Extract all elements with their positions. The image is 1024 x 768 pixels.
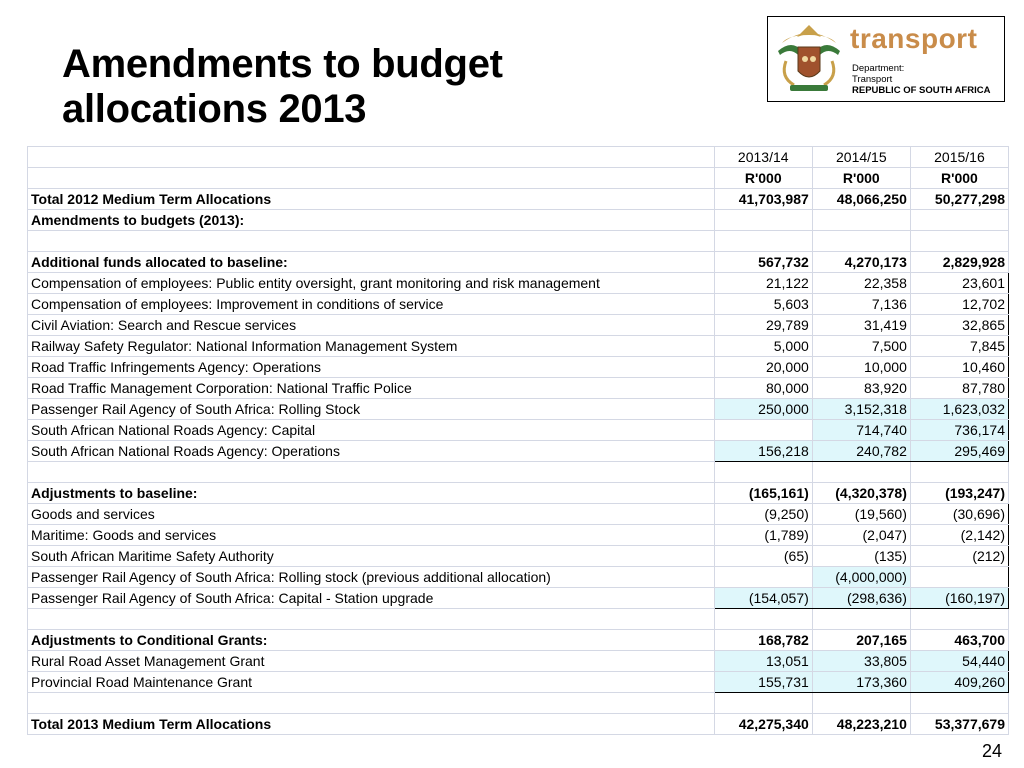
- row-label: Passenger Rail Agency of South Africa: Capital - Station upgrade: [28, 588, 715, 609]
- value-cell: 4,270,173: [812, 252, 910, 273]
- value-cell: 155,731: [714, 672, 812, 693]
- value-cell: (160,197): [910, 588, 1008, 609]
- value-cell: 168,782: [714, 630, 812, 651]
- value-cell: 42,275,340: [714, 714, 812, 735]
- row-label: Compensation of employees: Improvement in conditions of service: [28, 294, 715, 315]
- value-cell: 48,223,210: [812, 714, 910, 735]
- value-cell: [714, 567, 812, 588]
- table-row: [28, 630, 1009, 651]
- value-cell: 207,165: [812, 630, 910, 651]
- table-row: [28, 294, 1009, 315]
- header-row-units: [28, 168, 1009, 189]
- table-row: [28, 672, 1009, 693]
- value-cell: 10,000: [812, 357, 910, 378]
- table-row: [28, 714, 1009, 735]
- value-cell: (19,560): [812, 504, 910, 525]
- value-cell: [714, 231, 812, 252]
- header-blank: [28, 168, 715, 189]
- value-cell: 33,805: [812, 651, 910, 672]
- row-label: [28, 462, 715, 483]
- department-logo: [767, 16, 1005, 102]
- table-row: [28, 651, 1009, 672]
- value-cell: [910, 462, 1008, 483]
- spacer-row: [28, 462, 1009, 483]
- row-label: [28, 609, 715, 630]
- header-unit: R'000: [910, 168, 1008, 189]
- header-year: 2014/15: [812, 147, 910, 168]
- table-row: [28, 357, 1009, 378]
- dept-line-1: Department:: [852, 63, 905, 74]
- spacer-row: [28, 693, 1009, 714]
- value-cell: [910, 609, 1008, 630]
- value-cell: 50,277,298: [910, 189, 1008, 210]
- value-cell: (65): [714, 546, 812, 567]
- row-label: [28, 231, 715, 252]
- coat-of-arms-icon: [772, 21, 846, 97]
- table-row: [28, 525, 1009, 546]
- table-row: [28, 546, 1009, 567]
- page-number: 24: [981, 741, 1002, 761]
- value-cell: 567,732: [714, 252, 812, 273]
- row-label: Civil Aviation: Search and Rescue services: [28, 315, 715, 336]
- value-cell: 7,845: [910, 336, 1008, 357]
- spacer-row: [28, 609, 1009, 630]
- table-row: [28, 378, 1009, 399]
- value-cell: [812, 462, 910, 483]
- header-year: 2013/14: [714, 147, 812, 168]
- value-cell: 80,000: [714, 378, 812, 399]
- table-row: [28, 441, 1009, 462]
- table-row: [28, 420, 1009, 441]
- header-blank: [28, 147, 715, 168]
- value-cell: 32,865: [910, 315, 1008, 336]
- value-cell: 250,000: [714, 399, 812, 420]
- value-cell: [812, 210, 910, 231]
- value-cell: 22,358: [812, 273, 910, 294]
- row-label: Passenger Rail Agency of South Africa: Rolling Stock: [28, 399, 715, 420]
- value-cell: 54,440: [910, 651, 1008, 672]
- value-cell: (135): [812, 546, 910, 567]
- header-unit: R'000: [714, 168, 812, 189]
- row-label: South African National Roads Agency: Capital: [28, 420, 715, 441]
- value-cell: 173,360: [812, 672, 910, 693]
- table-row: [28, 252, 1009, 273]
- value-cell: 2,829,928: [910, 252, 1008, 273]
- title-line-1: Amendments to budget: [62, 42, 503, 86]
- value-cell: 23,601: [910, 273, 1008, 294]
- value-cell: 5,000: [714, 336, 812, 357]
- table-row: [28, 399, 1009, 420]
- value-cell: 31,419: [812, 315, 910, 336]
- value-cell: (2,142): [910, 525, 1008, 546]
- row-label: Road Traffic Infringements Agency: Operations: [28, 357, 715, 378]
- row-label: Rural Road Asset Management Grant: [28, 651, 715, 672]
- value-cell: 463,700: [910, 630, 1008, 651]
- dept-line-2: Transport: [852, 74, 893, 85]
- title-line-2: allocations 2013: [62, 87, 367, 131]
- header-unit: R'000: [812, 168, 910, 189]
- value-cell: [714, 609, 812, 630]
- header-year: 2015/16: [910, 147, 1008, 168]
- table-row: [28, 189, 1009, 210]
- table-row: [28, 210, 1009, 231]
- row-label: Adjustments to Conditional Grants:: [28, 630, 715, 651]
- table-row: [28, 504, 1009, 525]
- value-cell: (2,047): [812, 525, 910, 546]
- value-cell: [714, 420, 812, 441]
- value-cell: (154,057): [714, 588, 812, 609]
- value-cell: 5,603: [714, 294, 812, 315]
- value-cell: (4,320,378): [812, 483, 910, 504]
- row-label: South African Maritime Safety Authority: [28, 546, 715, 567]
- country-name: REPUBLIC OF SOUTH AFRICA: [852, 85, 991, 96]
- value-cell: 29,789: [714, 315, 812, 336]
- value-cell: 13,051: [714, 651, 812, 672]
- value-cell: 409,260: [910, 672, 1008, 693]
- value-cell: (193,247): [910, 483, 1008, 504]
- row-label: Total 2012 Medium Term Allocations: [28, 189, 715, 210]
- row-label: Goods and services: [28, 504, 715, 525]
- value-cell: (9,250): [714, 504, 812, 525]
- value-cell: (1,789): [714, 525, 812, 546]
- value-cell: [910, 210, 1008, 231]
- table-row: [28, 588, 1009, 609]
- row-label: Additional funds allocated to baseline:: [28, 252, 715, 273]
- row-label: Compensation of employees: Public entity oversight, grant monitoring and risk management: [28, 273, 715, 294]
- value-cell: 240,782: [812, 441, 910, 462]
- value-cell: 1,623,032: [910, 399, 1008, 420]
- value-cell: 3,152,318: [812, 399, 910, 420]
- spacer-row: [28, 231, 1009, 252]
- table-row: [28, 567, 1009, 588]
- row-label: Maritime: Goods and services: [28, 525, 715, 546]
- value-cell: [812, 231, 910, 252]
- row-label: Provincial Road Maintenance Grant: [28, 672, 715, 693]
- value-cell: 736,174: [910, 420, 1008, 441]
- value-cell: 7,136: [812, 294, 910, 315]
- row-label: South African National Roads Agency: Operations: [28, 441, 715, 462]
- value-cell: (165,161): [714, 483, 812, 504]
- header-row-years: [28, 147, 1009, 168]
- value-cell: 87,780: [910, 378, 1008, 399]
- table-row: [28, 336, 1009, 357]
- value-cell: (30,696): [910, 504, 1008, 525]
- row-label: Road Traffic Management Corporation: National Traffic Police: [28, 378, 715, 399]
- row-label: [28, 693, 715, 714]
- value-cell: [714, 462, 812, 483]
- budget-table: [27, 146, 1009, 735]
- row-label: Total 2013 Medium Term Allocations: [28, 714, 715, 735]
- row-label: Passenger Rail Agency of South Africa: Rolling stock (previous additional allocation): [28, 567, 715, 588]
- table-row: [28, 315, 1009, 336]
- value-cell: [714, 210, 812, 231]
- value-cell: 714,740: [812, 420, 910, 441]
- value-cell: 156,218: [714, 441, 812, 462]
- brand-wordmark: transport: [850, 23, 978, 54]
- value-cell: [812, 693, 910, 714]
- value-cell: [910, 693, 1008, 714]
- value-cell: 7,500: [812, 336, 910, 357]
- value-cell: (4,000,000): [812, 567, 910, 588]
- value-cell: [812, 609, 910, 630]
- value-cell: 295,469: [910, 441, 1008, 462]
- value-cell: [714, 693, 812, 714]
- table-row: [28, 273, 1009, 294]
- value-cell: 53,377,679: [910, 714, 1008, 735]
- value-cell: 83,920: [812, 378, 910, 399]
- department-name: [852, 63, 990, 96]
- value-cell: 20,000: [714, 357, 812, 378]
- page-title: [62, 42, 503, 132]
- value-cell: 41,703,987: [714, 189, 812, 210]
- value-cell: 48,066,250: [812, 189, 910, 210]
- value-cell: [910, 567, 1008, 588]
- row-label: Railway Safety Regulator: National Information Management System: [28, 336, 715, 357]
- value-cell: (212): [910, 546, 1008, 567]
- value-cell: (298,636): [812, 588, 910, 609]
- value-cell: 12,702: [910, 294, 1008, 315]
- row-label: Adjustments to baseline:: [28, 483, 715, 504]
- value-cell: 10,460: [910, 357, 1008, 378]
- row-label: Amendments to budgets (2013):: [28, 210, 715, 231]
- value-cell: [910, 231, 1008, 252]
- value-cell: 21,122: [714, 273, 812, 294]
- table-row: [28, 483, 1009, 504]
